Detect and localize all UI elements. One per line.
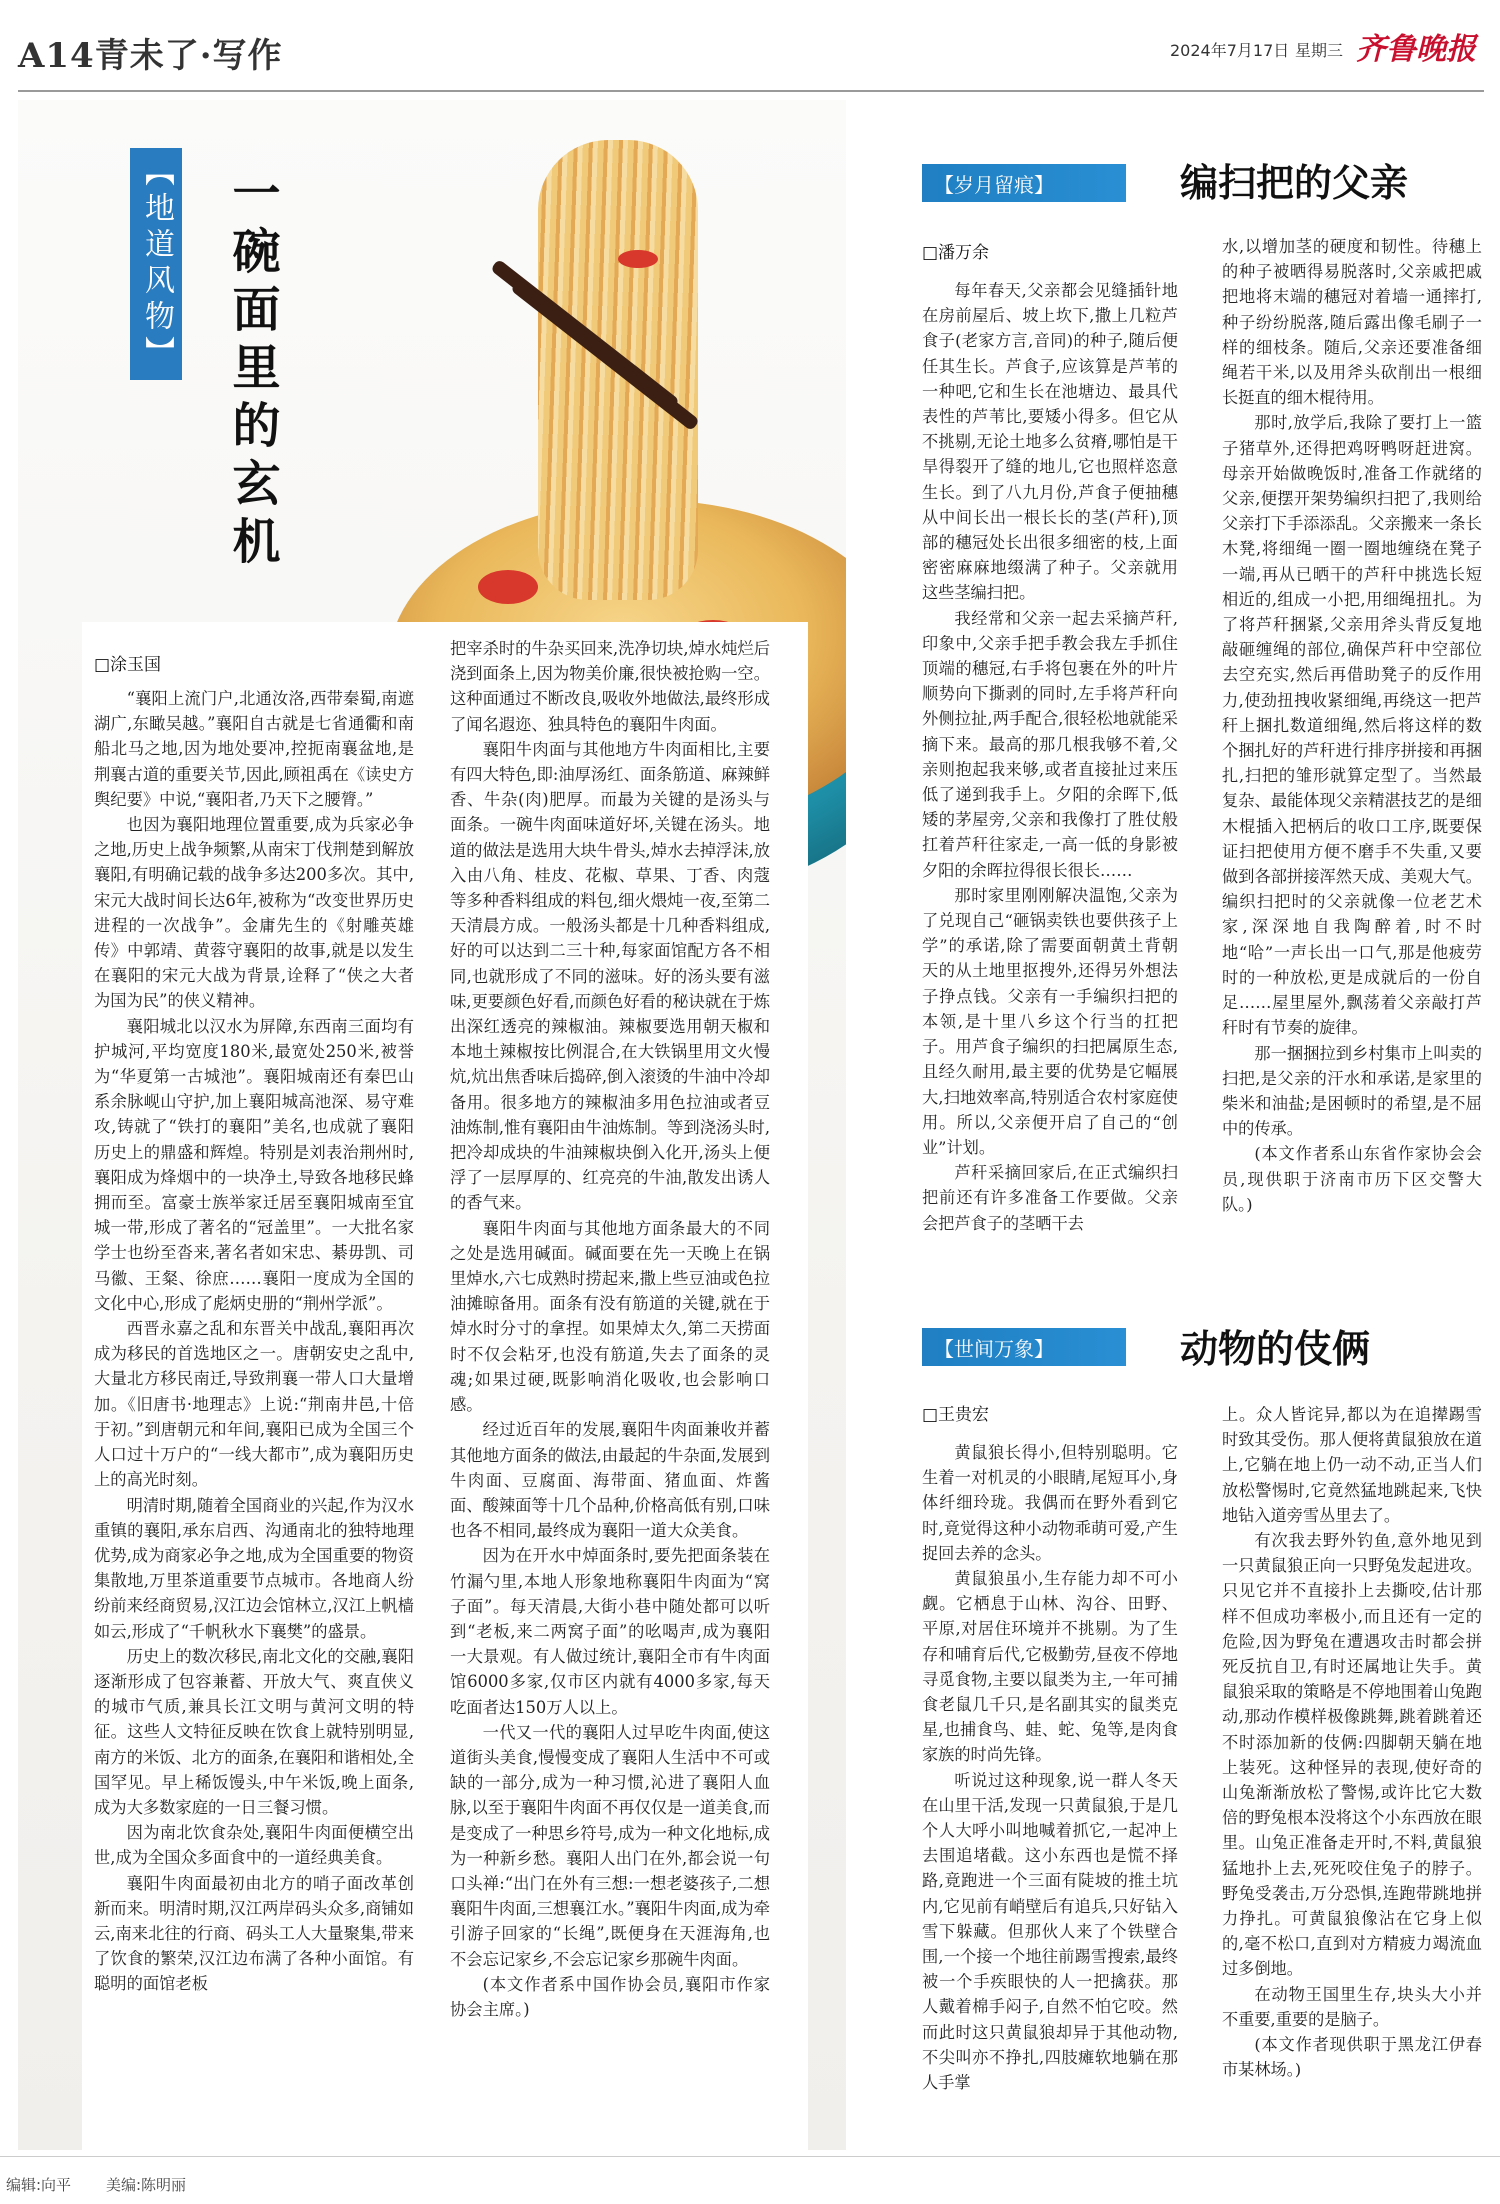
paragraph: 听说过这种现象,说一群人冬天在山里干活,发现一只黄鼠狼,于是几个人大呼小叫地喊着抓它,一起冲上去围追堵截。这小东西也是慌不择路,竟跑进一个三面有陡坡的推土坑内,它见前有峭壁后有追兵,只好钻入雪下躲藏。但那伙人来了个铁壁合围,一个接一个地往前踢雪搜索,最终被一个手疾眼快的人一把擒获。那人戴着棉手闷子,自然不怕它咬。然而此时这只黄鼠狼却异于其他动物,不尖叫亦不挣扎,四肢瘫软地躺在那人手掌	[922, 1770, 1178, 2093]
editor-credit: 编辑:向平	[6, 2176, 72, 2194]
footer-divider	[0, 2156, 1500, 2157]
paragraph: 因为南北饮食杂处,襄阳牛肉面便横空出世,成为全国众多面食中的一道经典美食。	[94, 1823, 414, 1868]
feature-section-tag: 【地道风物】	[130, 148, 182, 380]
story1-column-left	[922, 278, 1178, 1258]
story2-column-left	[922, 1440, 1178, 2150]
paragraph: 西晋永嘉之乱和东晋关中战乱,襄阳再次成为移民的首选地区之一。唐朝安史之乱中,大量北方移民南迁,导致荆襄一带人口大量增加。《旧唐书·地理志》上说:“荆南井邑,十倍于初。”到唐朝元和年间,襄阳已成为全国三个人口过十万户的“一线大都市”,成为襄阳历史上的高光时刻。	[94, 1319, 414, 1490]
feature-author: □涂玉国	[94, 655, 162, 675]
paragraph: 我经常和父亲一起去采摘芦秆,印象中,父亲手把手教会我左手抓住顶端的穗冠,右手将包裹在外的叶片顺势向下撕剥的同时,左手将芦秆向外侧拉扯,两手配合,很轻松地就能采摘下来。最高的那几根我够不着,父亲则抱起我来够,或者直接扯过来压低了递到我手上。夕阳的余晖下,低矮的茅屋旁,父亲和我像打了胜仗般扛着芦秆往家走,一高一低的身影被夕阳的余晖拉得很长很长……	[922, 608, 1178, 880]
story1-column-right	[1222, 234, 1482, 1258]
paragraph: 芦秆采摘回家后,在正式编织扫把前还有许多准备工作要做。父亲会把芦食子的茎晒干去	[922, 1163, 1178, 1233]
feature-column-1	[94, 686, 414, 2188]
feature-column-2	[450, 636, 770, 2188]
paragraph: 那时,放学后,我除了要打上一篮子猪草外,还得把鸡呀鸭呀赶进窝。母亲开始做晚饭时,准备工作就绪的父亲,便摆开架势编织扫把了,我则给父亲打下手添添乱。父亲搬来一条长木凳,将细绳一圈一圈地缠绕在凳子一端,再从已晒干的芦秆中挑选长短相近的,组成一小把,用细绳扭扎。为了将芦秆捆紧,父亲用斧头背反复地敲砸缠绳的部位,确保芦秆中空部位去空充实,然后再借助凳子的反作用力,使劲扭拽收紧细绳,再绕这一把芦秆上捆扎数道细绳,然后将这样的数个捆扎好的芦秆进行排序拼接和再捆扎,扫把的雏形就算定型了。当然最复杂、最能体现父亲精湛技艺的是细木棍插入把柄后的收口工序,既要保证扫把使用方便不磨手不失重,又要做到各部拼接浑然天成、美观大气。编织扫把时的父亲就像一位老艺术家,深深地自我陶醉着,时不时地“哈”一声长出一口气,那是他疲劳时的一种放松,更是成就后的一份自足……屋里屋外,飘荡着父亲敲打芦秆时有节奏的旋律。	[1222, 413, 1482, 1038]
pepper-slice-image	[618, 250, 658, 268]
author-bio: (本文作者系山东省作家协会会员,现供职于济南市历下区交警大队。)	[1222, 1144, 1482, 1214]
story1-title: 编扫把的父亲	[1180, 160, 1409, 205]
designer-credit: 美编:陈明丽	[106, 2176, 187, 2194]
paragraph: 有次我去野外钓鱼,意外地见到一只黄鼠狼正向一只野兔发起进攻。只见它并不直接扑上去撕咬,估计那样不但成功率极小,而且还有一定的危险,因为野兔在遭遇攻击时都会拼死反抗自卫,有时还属地让失手。黄鼠狼采取的策略是不停地围着山兔跑动,那动作模样极像跳舞,跳着跳着还不时添加新的伎俩:四脚朝天躺在地上装死。这种怪异的表现,使好奇的山兔渐渐放松了警惕,或许比它大数倍的野兔根本没将这个小东西放在眼里。山兔正准备走开时,不料,黄鼠狼猛地扑上去,死死咬住兔子的脖子。野兔受袭击,万分恐惧,连跑带跳地拼力挣扎。可黄鼠狼像沾在它身上似的,毫不松口,直到对方精疲力竭流血过多倒地。	[1222, 1531, 1482, 1979]
story2-column-right	[1222, 1402, 1482, 2150]
header-divider	[18, 90, 1484, 92]
paragraph: 每年春天,父亲都会见缝插针地在房前屋后、坡上坎下,撒上几粒芦食子(老家方言,音同)的种子,随后便任其生长。芦食子,应该算是芦苇的一种吧,它和生长在池塘边、最具代表性的芦苇比,要矮小得多。但它从不挑剔,无论土地多么贫瘠,哪怕是干旱得裂开了缝的地儿,它也照样恣意生长。到了八九月份,芦食子便抽穗从中间长出一根长长的茎(芦秆),顶部的穗冠处长出很多细密的枝,上面密密麻麻地缀满了种子。父亲就用这些茎编扫把。	[922, 281, 1178, 603]
paragraph: 襄阳牛肉面与其他地方牛肉面相比,主要有四大特色,即:油厚汤红、面条筋道、麻辣鲜香、牛杂(肉)肥厚。而最为关键的是汤头与面条。一碗牛肉面味道好坏,关键在汤头。地道的做法是选用大块牛骨头,焯水去掉浮沫,放入由八角、桂皮、花椒、草果、丁香、肉蔻等多种香料组成的料包,细火煨炖一夜,至第二天清晨方成。一般汤头都是十几种香料组成,好的可以达到二三十种,每家面馆配方各不相同,也就形成了不同的滋味。好的汤头要有滋味,更要颜色好看,而颜色好看的秘诀就在于炼出深红透亮的辣椒油。辣椒要选用朝天椒和本地土辣椒按比例混合,在大铁锅里用文火慢炕,炕出焦香味后捣碎,倒入滚烫的牛油中冷却备用。很多地方的辣椒油多用色拉油或者豆油炼制,惟有襄阳由牛油炼制。等到浇汤头时,把冷却成块的牛油辣椒块倒入化开,汤头上便浮了一层厚厚的、红亮亮的牛油,散发出诱人的香气来。	[450, 739, 770, 1213]
paragraph: 黄鼠狼长得小,但特别聪明。它生着一对机灵的小眼睛,尾短耳小,身体纤细玲珑。我偶而在野外看到它时,竟觉得这种小动物乖萌可爱,产生捉回去养的念头。	[922, 1443, 1178, 1563]
page-number: A14青未了·写作	[18, 36, 283, 76]
paragraph: 把宰杀时的牛杂买回来,洗净切块,焯水炖烂后浇到面条上,因为物美价廉,很快被抢购一空。这种面通过不断改良,吸收外地做法,最终形成了闻名遐迩、独具特色的襄阳牛肉面。	[450, 639, 770, 734]
paragraph: 也因为襄阳地理位置重要,成为兵家必争之地,历史上战争频繁,从南宋丁伐荆楚到解放襄阳,有明确记载的战争多达200多次。其中,宋元大战时间长达6年,被称为“改变世界历史进程的一次战争”。金庸先生的《射雕英雄传》中郭靖、黄蓉守襄阳的故事,就是以发生在襄阳的宋元大战为背景,诠释了“侠之大者为国为民”的侠义精神。	[94, 815, 414, 1011]
paragraph: 那一捆捆拉到乡村集市上叫卖的扫把,是父亲的汗水和承诺,是家里的柴米和油盐;是困顿时的希望,是不屈中的传承。	[1222, 1043, 1482, 1139]
issue-weekday: 星期三	[1295, 41, 1344, 60]
paragraph: 因为在开水中焯面条时,要先把面条装在竹漏勺里,本地人形象地称襄阳牛肉面为“窝子面”。每天清晨,大街小巷中随处都可以听到“老板,来二两窝子面”的吆喝声,成为襄阳一大景观。有人做过统计,襄阳全市有牛肉面馆6000多家,仅市区内就有4000多家,每天吃面者达150万人以上。	[450, 1546, 770, 1717]
paragraph: 黄鼠狼虽小,生存能力却不可小觑。它栖息于山林、沟谷、田野、平原,对居住环境并不挑剔。为了生存和哺育后代,它极勤劳,昼夜不停地寻觅食物,主要以鼠类为主,一年可捕食老鼠几千只,是名副其实的鼠类克星,也捕食鸟、蛙、蛇、兔等,是肉食家族的时尚先锋。	[922, 1569, 1178, 1765]
story2-title: 动物的伎俩	[1180, 1326, 1371, 1371]
paragraph: “襄阳上流门户,北通汝洛,西带秦蜀,南遮湖广,东瞰吴越。”襄阳自古就是七省通衢和南船北马之地,因为地处要冲,控扼南襄盆地,是荆襄古道的重要关节,因此,顾祖禹在《读史方舆纪要》中说,“襄阳者,乃天下之腰膂。”	[94, 689, 414, 809]
story2-section-tag: 【世间万象】	[922, 1328, 1126, 1366]
paragraph: 经过近百年的发展,襄阳牛肉面兼收并蓄其他地方面条的做法,由最起的牛杂面,发展到牛肉面、豆腐面、海带面、猪血面、炸酱面、酸辣面等十几个品种,价格高低有别,口味也各不相同,最终成为襄阳一道大众美食。	[450, 1420, 770, 1541]
author-bio: (本文作者系中国作协会员,襄阳市作家协会主席。)	[450, 1974, 770, 2019]
issue-date: 2024年7月17日	[1170, 41, 1290, 60]
paragraph: 历史上的数次移民,南北文化的交融,襄阳逐渐形成了包容兼蓄、开放大气、爽直侠义的城市气质,兼具长江文明与黄河文明的特征。这些人文特征反映在饮食上就特别明显,南方的米饭、北方的面条,在襄阳和谐相处,全国罕见。早上稀饭馒头,中午米饭,晚上面条,成为大多数家庭的一日三餐习惯。	[94, 1646, 414, 1817]
paragraph: 襄阳牛肉面最初由北方的哨子面改革创新而来。明清时期,汉江两岸码头众多,商铺如云,南来北往的行商、码头工人大量聚集,带来了饮食的繁荣,汉江边布满了各种小面馆。有聪明的面馆老板	[94, 1873, 414, 1994]
paragraph: 在动物王国里生存,块头大小并不重要,重要的是脑子。	[1222, 1984, 1482, 2029]
paragraph: 那时家里刚刚解决温饱,父亲为了兑现自己“砸锅卖铁也要供孩子上学”的承诺,除了需要面朝黄土背朝天的从土地里抠搜外,还得另外想法子挣点钱。父亲有一手编织扫把的本领,是十里八乡这个行当的扛把子。用芦食子编织的扫把属原生态,且经久耐用,最主要的优势是它幅展大,扫地效率高,特别适合农村家庭使用。所以,父亲便开启了自己的“创业”计划。	[922, 885, 1178, 1157]
paragraph: 明清时期,随着全国商业的兴起,作为汉水重镇的襄阳,承东启西、沟通南北的独特地理优势,成为商家必争之地,成为全国重要的物资集散地,万里茶道重要节点城市。各地商人纷纷前来经商贸易,汉江边会馆林立,汉江上帆樯如云,形成了“千帆秋水下襄樊”的盛景。	[94, 1495, 414, 1641]
feature-title: 一碗面里的玄机	[224, 168, 280, 574]
paragraph: 水,以增加茎的硬度和韧性。待穗上的种子被晒得易脱落时,父亲戚把戚把地将末端的穗冠对着墙一通摔打,种子纷纷脱落,随后露出像毛刷子一样的细枝条。随后,父亲还要准备细绳若干米,以及用斧头砍削出一根细长挺直的细木棍待用。	[1222, 237, 1482, 408]
newspaper-logo: 齐鲁晚报	[1356, 32, 1476, 67]
paragraph: 上。众人皆诧异,都以为在追撵踢雪时致其受伤。那人便将黄鼠狼放在道上,它躺在地上仍一动不动,正当人们放松警惕时,它竟然猛地跳起来,飞快地钻入道旁雪丛里去了。	[1222, 1405, 1482, 1525]
story2-author: □王贵宏	[922, 1405, 990, 1425]
author-bio: (本文作者现供职于黑龙江伊春市某林场。)	[1222, 2035, 1482, 2080]
paragraph: 襄阳城北以汉水为屏障,东西南三面均有护城河,平均宽度180米,最宽处250米,被誉为“华夏第一古城池”。襄阳城南还有秦巴山系余脉岘山守护,加上襄阳城高池深、易守难攻,铸就了“铁打的襄阳”美名,也成就了襄阳历史上的鼎盛和辉煌。特别是刘表治荆州时,襄阳成为烽烟中的一块净土,导致各地移民蜂拥而至。富豪士族举家迁居至襄阳城南至宜城一带,形成了著名的“冠盖里”。一大批名家学士也纷至沓来,著名者如宋忠、綦毋凯、司马徽、王粲、徐庶……襄阳一度成为全国的文化中心,形成了彪炳史册的“荆州学派”。	[94, 1016, 414, 1313]
paragraph: 襄阳牛肉面与其他地方面条最大的不同之处是选用碱面。碱面要在先一天晚上在锅里焯水,六七成熟时捞起来,撒上些豆油或色拉油摊晾备用。面条有没有筋道的关键,就在于焯水时分寸的拿捏。如果焯太久,第二天捞面时不仅会粘牙,也没有筋道,失去了面条的灵魂;如果过硬,既影响消化吸收,也会影响口感。	[450, 1218, 770, 1415]
sausage-slice-image	[478, 570, 538, 604]
paragraph: 一代又一代的襄阳人过早吃牛肉面,使这道街头美食,慢慢变成了襄阳人生活中不可或缺的一部分,成为一种习惯,沁进了襄阳人血脉,以至于襄阳牛肉面不再仅仅是一道美食,而是变成了一种思乡符号,成为一种文化地标,成为一种新乡愁。襄阳人出门在外,都会说一句口头禅:“出门在外有三想:一想老婆孩子,二想襄阳牛肉面,三想襄江水。”襄阳牛肉面,成为牵引游子回家的“长绳”,既便身在天涯海角,也不会忘记家乡,不会忘记家乡那碗牛肉面。	[450, 1722, 770, 1969]
story1-section-tag: 【岁月留痕】	[922, 164, 1126, 202]
story1-author: □潘万余	[922, 243, 990, 263]
page-header	[0, 0, 1500, 90]
